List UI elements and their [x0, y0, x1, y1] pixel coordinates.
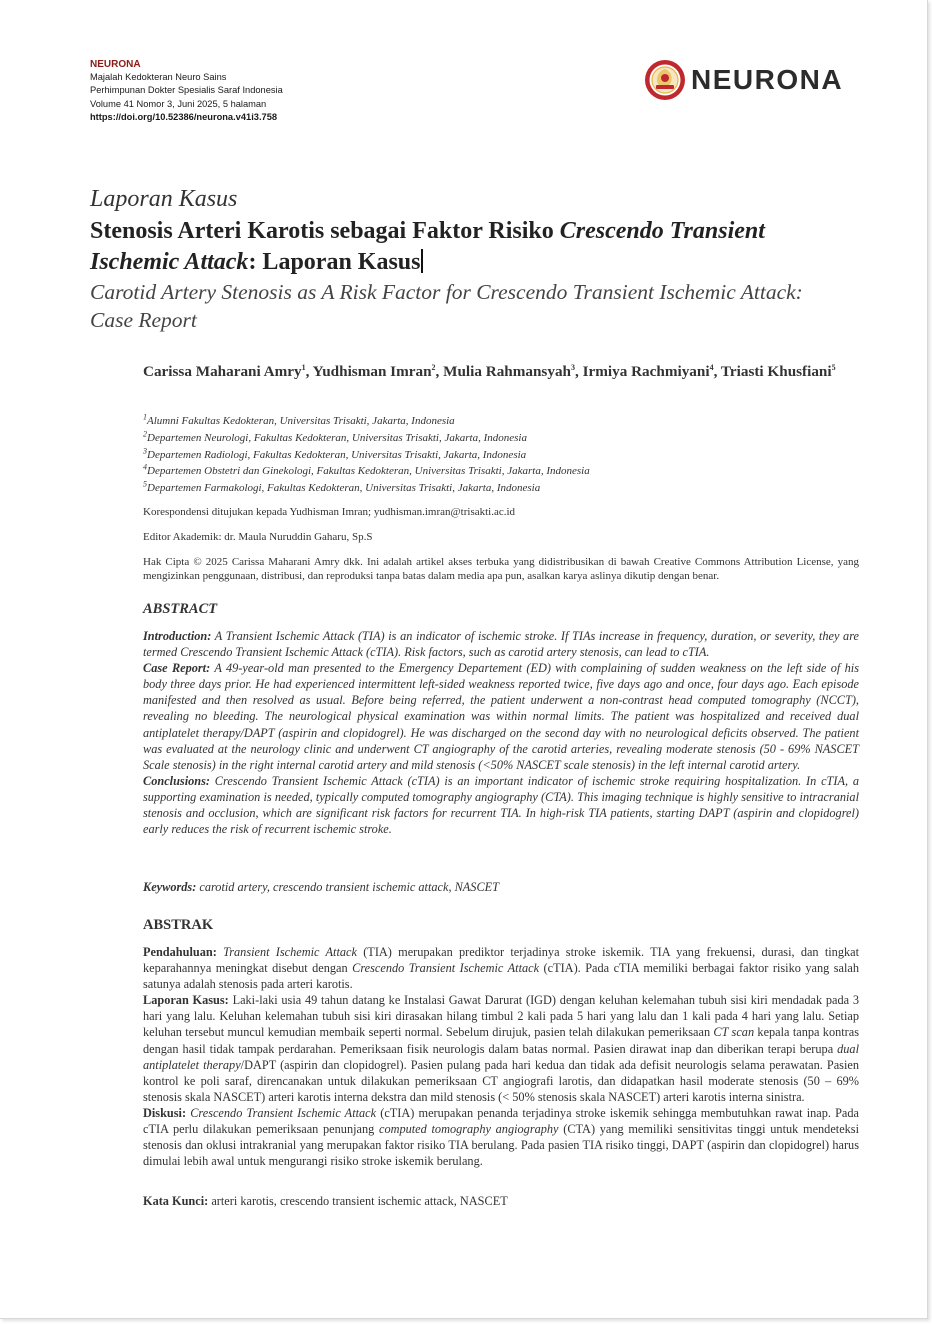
- article-title: [90, 216, 850, 278]
- abstrak-body: [143, 944, 859, 1169]
- abstract-heading: ABSTRACT: [143, 601, 218, 617]
- abstract-body: [143, 628, 859, 837]
- kata-kunci: [143, 1194, 508, 1209]
- logo-wordmark: NEURONA: [691, 64, 844, 95]
- affiliation-list: [143, 413, 590, 497]
- abstract-introduction: [143, 628, 859, 660]
- author-name: Mulia Rahmansyah: [443, 363, 571, 380]
- kata-kunci-label: Kata Kunci:: [143, 1194, 209, 1208]
- article-subtitle: Carotid Artery Stenosis as A Risk Factor for Crescendo Transient Ischemic Attack: Case Report: [90, 280, 803, 332]
- affiliation-sup: 4: [143, 462, 147, 472]
- section-label: Introduction:: [143, 629, 212, 643]
- author: [443, 363, 582, 380]
- author-sup: 2: [431, 362, 436, 372]
- article-type: Laporan Kasus: [90, 186, 238, 212]
- section-text: (cTIA) merupakan penanda terjadinya stroke iskemik sehingga membutuhkan rawat inap. Pada cTIA perlu dilakukan pemeriksaan penunjang: [143, 1105, 859, 1137]
- journal-info: [90, 58, 283, 124]
- affiliation-sup: 1: [143, 412, 147, 422]
- affiliation-text: Departemen Radiologi, Fakultas Kedokteran, Universitas Trisakti, Jakarta, Indonesia: [147, 448, 527, 461]
- affiliation: [143, 463, 590, 480]
- affiliation-sup: 3: [143, 445, 147, 455]
- section-text: A Transient Ischemic Attack (TIA) is an indicator of ischemic stroke. If TIAs increase in frequency, duration, or severity, they are termed Crescendo Transient Ischemic Attack (cTIA). Risk factors, such as carotid artery stenosis, can lead to cTIA.: [143, 629, 859, 660]
- author-name: Triasti Khusfiani: [720, 363, 832, 380]
- italic-text: computed tomography angiography: [378, 1122, 559, 1137]
- affiliation: [143, 430, 590, 447]
- author-sep: ,: [305, 363, 313, 380]
- author: [143, 363, 313, 380]
- author-name: Irmiya Rachmiyani: [582, 363, 710, 380]
- keywords-label: Keywords:: [143, 880, 197, 894]
- author-name: Yudhisman Imran: [312, 363, 432, 380]
- affiliation-sup: 5: [143, 479, 147, 489]
- affiliation: [143, 480, 590, 497]
- section-text: Crescendo Transient Ischemic Attack (cTIA) is an important indicator of ischemic stroke requiring hospitalization. In cTIA, a supporting examination is needed, typically computed tomography angiography (CTA). This imaging technique is highly sensitive to intracranial stenosis and occlusion, which are significant risk factors for recurrent TIA. In high-risk TIA patients, starting DAPT (aspirin and clopidogrel) early reduces the risk of recurrent ischemic stroke.: [143, 773, 859, 837]
- author-sup: 1: [301, 362, 306, 372]
- section-text: (TIA) merupakan prediktor terjadinya stroke iskemik. TIA yang frekuensi, durasi, dan tingkat keparahannya meningkat disebut dengan: [143, 945, 859, 976]
- journal-society: Perhimpunan Dokter Spesialis Saraf Indonesia: [90, 85, 283, 96]
- section-text: Laki-laki usia 49 tahun datang ke Instalasi Gawat Darurat (IGD) dengan keluhan kelemahan tubuh sisi kiri mendadak pada 3 hari yang lalu. Keluhan kelemahan tubuh sisi kiri dirasakan hilang timbul 2 kali pada 5 hari yang lalu dan 1 kali pada 4 hari yang lalu. Setiap keluhan tersebut muncul kemudian membaik seperti normal. Sebelum dirujuk, pasien telah dilakukan pemeriksaan: [143, 993, 860, 1040]
- italic-text: Crescendo Transient Ischemic Attack: [352, 961, 540, 976]
- author: [313, 363, 443, 380]
- author-name: Carissa Maharani Amry: [143, 363, 302, 380]
- journal-subtitle: Majalah Kedokteran Neuro Sains: [90, 72, 227, 83]
- section-text: (CTA) yang memiliki sensitivitas tinggi untuk mendeteksi stenosis dan oklusi intrakranial yang merupakan faktor risiko TIA berulang. Pada pasien TIA risiko tinggi, DAPT (aspirin dan clopidogrel) harus dimulai lebih awal untuk mengurangi risiko stroke iskemik berulang.: [143, 1122, 860, 1169]
- section-label: Conclusions:: [143, 773, 210, 788]
- section-label: Diskusi:: [143, 1105, 187, 1120]
- author-sep: ,: [435, 363, 444, 380]
- journal-logo: [643, 58, 843, 102]
- affiliation-text: Departemen Neurologi, Fakultas Kedokteran, Universitas Trisakti, Jakarta, Indonesia: [147, 431, 527, 444]
- doi-link[interactable]: https://doi.org/10.52386/neurona.v41i3.758: [90, 111, 278, 122]
- affiliation: [143, 413, 590, 430]
- abstrak-heading: ABSTRAK: [143, 917, 214, 933]
- abstract-case-report: [143, 660, 859, 773]
- correspondence: Korespondensi ditujukan kepada Yudhisman Imran; yudhisman.imran@trisakti.ac.id: [143, 506, 516, 518]
- abstrak-laporan-kasus: [143, 992, 859, 1105]
- section-text: (cTIA). Pada cTIA memiliki berbagai faktor risiko yang salah satunya adalah stenosis pada arteri karotis.: [143, 961, 859, 992]
- title-part: : Laporan Kasus: [248, 249, 421, 275]
- academic-editor: Editor Akademik: dr. Maula Nuruddin Gaharu, Sp.S: [143, 531, 373, 543]
- italic-text: CT scan: [713, 1025, 755, 1040]
- title-italic-part: Crescendo Transient Ischemic Attack: [90, 218, 765, 275]
- section-text: A 49-year-old man presented to the Emergency Departement (ED) with complaining of sudden weakness on the left side of his body three days prior. He had experienced intermittent left-sided weakness reported twice, five days ago and once, four days ago. Each episode manifested and then resolved as usual. Before being referred, the patient underwent a non-contrast head computed tomography (NCCT), revealing no bleeding. The neurological physical examination was within normal limits. The patient was hospitalized and received dual antiplatelet therapy/DAPT (aspirin and clopidogrel). He was discharged on the second day with no neurological deficits observed. The patient was evaluated at the neurology clinic and underwent CT angiography of the carotid arteries, revealing moderate stenosis (50 - 69% NASCET Scale stenosis) in the right internal carotid artery and mild stenosis (<50% NASCET scale stenosis) in the left internal carotid artery.: [143, 661, 859, 772]
- affiliation: [143, 447, 590, 464]
- affiliation-text: Departemen Farmakologi, Fakultas Kedokteran, Universitas Trisakti, Jakarta, Indonesia: [147, 482, 541, 495]
- author-sup: 5: [831, 362, 836, 372]
- title-part: Stenosis Arteri Karotis sebagai Faktor Risiko: [90, 218, 560, 244]
- journal-volume: Volume 41 Nomor 3, Juni 2025, 5 halaman: [90, 98, 267, 109]
- section-text: /DAPT (aspirin dan clopidogrel). Pasien pulang pada hari kedua dan tidak ada defisit neurologis selama perawatan. Pasien kontrol ke poli saraf, direncanakan untuk dilakukan pemeriksaan CT angiografi larotis, dan didapatkan hasil moderate stenosis (50 – 69% stenosis skala NASCET) arteri karotis interna dekstra dan mild stenosis (< 50% stenosis skala NASCET) arteri karotis interna sinistra.: [143, 1057, 859, 1104]
- section-label: Case Report:: [143, 661, 211, 676]
- author-sup: 4: [709, 362, 714, 372]
- copyright-notice: Hak Cipta © 2025 Carissa Maharani Amry dkk. Ini adalah artikel akses terbuka yang didistribusikan di bawah Creative Commons Attribution License, yang mengizinkan penggunaan, distribusi, dan reproduksi tanpa batas dalam media apa pun, asalkan karya aslinya dikutip dengan benar.: [143, 556, 859, 582]
- affiliation-text: Departemen Obstetri dan Ginekologi, Fakultas Kedokteran, Universitas Trisakti, Jakarta, Indonesia: [147, 465, 590, 478]
- author-sep: ,: [713, 363, 721, 380]
- affiliation-sup: 2: [143, 429, 147, 439]
- keywords: [143, 880, 499, 895]
- kata-kunci-text: arteri karotis, crescendo transient ischemic attack, NASCET: [211, 1194, 508, 1208]
- journal-name: NEURONA: [90, 59, 141, 70]
- abstrak-diskusi: [143, 1105, 859, 1169]
- author-sup: 3: [570, 362, 575, 372]
- italic-text: dual antiplatelet therapy: [143, 1041, 859, 1072]
- section-label: Laporan Kasus:: [143, 993, 229, 1008]
- section-text: kepala tanpa kontras dengan hasil tidak tampak perdarahan. Pemeriksaan fisik neurologis dalam batas normal. Pasien dirawat inap dan diberikan terapi berupa: [143, 1025, 859, 1056]
- affiliation-text: Alumni Fakultas Kedokteran, Universitas Trisakti, Jakarta, Indonesia: [147, 415, 455, 427]
- italic-text: Transient Ischemic Attack: [223, 945, 357, 959]
- society-seal-icon: [643, 58, 687, 102]
- author: [583, 363, 721, 380]
- keywords-text: carotid artery, crescendo transient ischemic attack, NASCET: [199, 880, 500, 894]
- italic-text: Crescendo Transient Ischemic Attack: [190, 1105, 377, 1120]
- author-sep: ,: [574, 363, 583, 380]
- section-label: Pendahuluan:: [143, 945, 217, 959]
- abstrak-pendahuluan: [143, 944, 859, 992]
- author-list: [143, 361, 863, 383]
- abstract-conclusions: [143, 773, 859, 837]
- text-cursor: [421, 249, 423, 273]
- author: [721, 363, 836, 380]
